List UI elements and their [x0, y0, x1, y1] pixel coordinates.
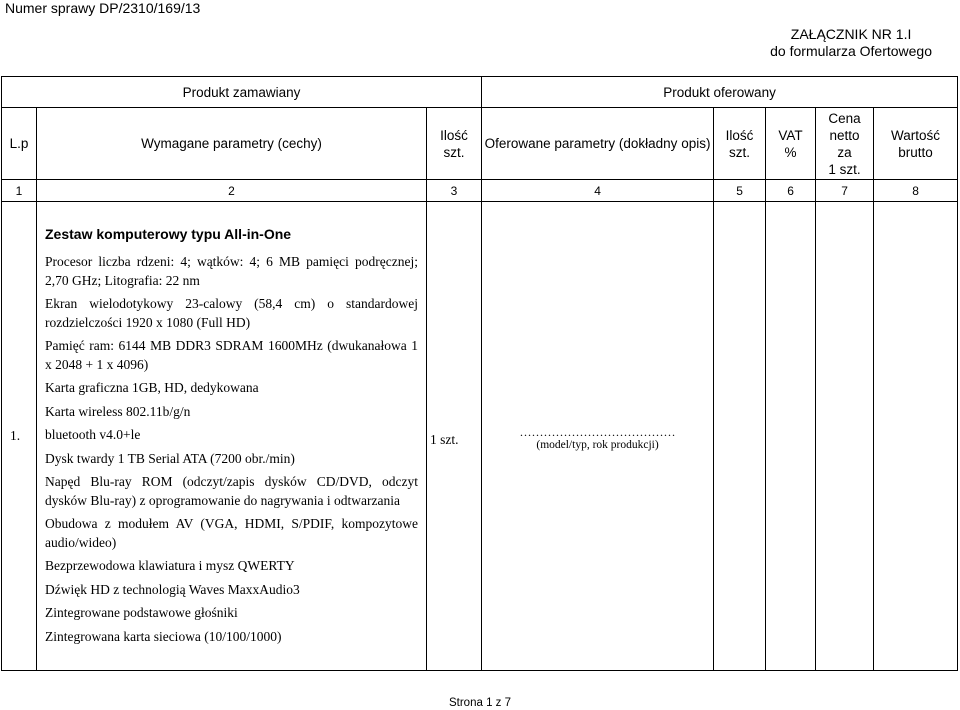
col-vat-line1: VAT	[778, 127, 803, 143]
column-number: 6	[766, 180, 816, 202]
spec-item: Zintegrowana karta sieciowa (10/100/1000)	[45, 628, 282, 644]
col-price-line4: 1 szt.	[828, 161, 861, 177]
col-value-header	[874, 108, 958, 180]
required-params-cell	[37, 202, 427, 671]
offer-hint: (model/typ, rok produkcji)	[536, 438, 659, 451]
spec-item: Procesor liczba rdzeni: 4; wątków: 4; 6 MB pamięci podręcznej; 2,70 GHz; Litografia: 22 nm	[45, 254, 418, 288]
col-qty-offered-line1: Ilość	[725, 127, 754, 143]
spec-item: Karta graficzna 1GB, HD, dedykowana	[45, 380, 259, 395]
page-prefix: Strona	[448, 697, 487, 709]
offer-table	[1, 76, 958, 671]
annex-heading	[770, 26, 932, 60]
row-price[interactable]	[816, 202, 874, 671]
column-number: 5	[714, 180, 766, 202]
spec-item: Ekran wielodotykowy 23-calowy (58,4 cm) o standardowej rozdzielczości 1920 x 1080 (Full HD)	[45, 296, 418, 330]
col-required-params-header: Wymagane parametry (cechy)	[37, 108, 427, 180]
group-offered-header: Produkt oferowany	[482, 77, 958, 108]
offer-fill-line[interactable]: …………………………………	[519, 424, 676, 439]
spec-item: Pamięć ram: 6144 MB DDR3 SDRAM 1600MHz (dwukanałowa 1 x 2048 + 1 x 4096)	[45, 338, 418, 372]
col-qty-line1: Ilość	[440, 127, 468, 143]
spec-item: Dźwięk HD z technologią Waves MaxxAudio3	[45, 581, 300, 597]
spec-list	[37, 221, 426, 646]
col-value-line1: Wartość	[891, 127, 941, 143]
group-ordered-header: Produkt zamawiany	[2, 77, 482, 108]
column-number: 7	[816, 180, 874, 202]
page-footer	[0, 697, 960, 709]
row-vat[interactable]	[766, 202, 816, 671]
col-qty-line2: szt.	[443, 144, 465, 160]
page-mid: z	[492, 697, 505, 709]
annex-title: ZAŁĄCZNIK NR 1.I	[790, 26, 912, 42]
spec-item: Napęd Blu-ray ROM (odczyt/zapis dysków CD/DVD, odczyt dysków Blu-ray) z oprogramowanie do nagrywania i odtwarzania	[45, 474, 418, 508]
col-qty-offered-header	[714, 108, 766, 180]
spec-item: Obudowa z modułem AV (VGA, HDMI, S/PDIF, kompozytowe audio/wideo)	[45, 516, 418, 550]
product-title: Zestaw komputerowy typu All-in-One	[45, 226, 292, 242]
column-number: 8	[874, 180, 958, 202]
col-lp-header: L.p	[2, 108, 37, 180]
col-qty-header	[427, 108, 482, 180]
row-qty-offered[interactable]	[714, 202, 766, 671]
page-current: 1	[486, 697, 493, 709]
col-price-line1: Cena	[828, 110, 861, 126]
case-number: Numer sprawy DP/2310/169/13	[5, 0, 201, 16]
col-price-header	[816, 108, 874, 180]
spec-item: bluetooth v4.0+le	[45, 427, 141, 442]
spec-item: Karta wireless 802.11b/g/n	[45, 403, 191, 419]
column-number-row	[2, 180, 958, 202]
annex-subtitle: do formularza Ofertowego	[770, 43, 932, 59]
page-total: 7	[504, 697, 512, 709]
spec-item: Zintegrowane podstawowe głośniki	[45, 605, 238, 620]
col-offered-params-header: Oferowane parametry (dokładny opis)	[482, 108, 714, 180]
row-qty: 1 szt.	[427, 202, 482, 671]
col-vat-line2: %	[784, 144, 797, 160]
spec-item: Bezprzewodowa klawiatura i mysz QWERTY	[45, 558, 295, 573]
col-qty-offered-line2: szt.	[729, 144, 751, 160]
column-number: 2	[37, 180, 427, 202]
column-number: 3	[427, 180, 482, 202]
table-row	[2, 202, 958, 671]
col-price-line2: netto	[829, 127, 860, 143]
column-number: 4	[482, 180, 714, 202]
row-value[interactable]	[874, 202, 958, 671]
col-price-line3: za	[837, 144, 852, 160]
col-value-line2: brutto	[898, 144, 933, 160]
row-lp: 1.	[2, 202, 37, 671]
spec-item: Dysk twardy 1 TB Serial ATA (7200 obr./min)	[45, 450, 295, 466]
column-number: 1	[2, 180, 37, 202]
col-vat-header	[766, 108, 816, 180]
offered-params-cell[interactable]	[482, 202, 714, 671]
